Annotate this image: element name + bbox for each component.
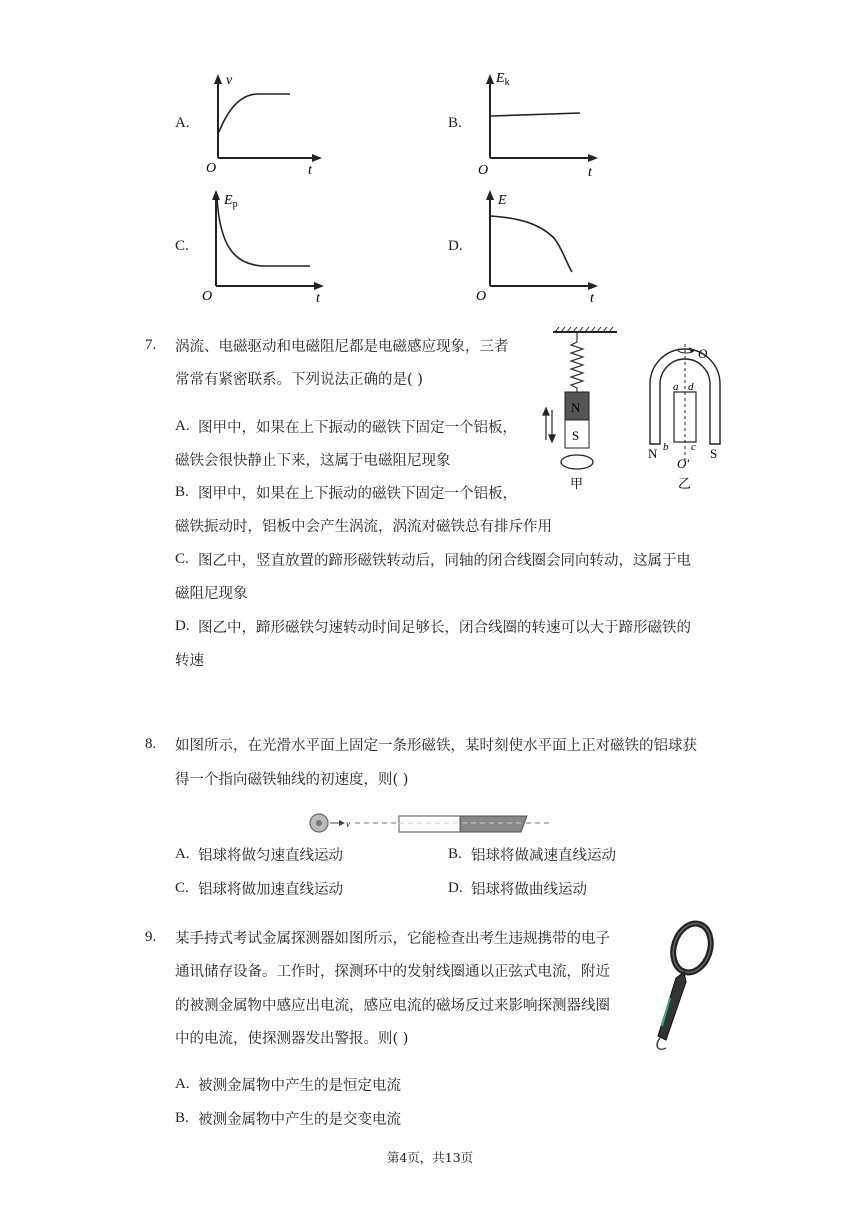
graph-c (198, 186, 333, 304)
svg-text:S: S (710, 446, 718, 461)
q7-option-c-letter[interactable]: C. (175, 551, 189, 567)
option-c-letter: C. (175, 238, 189, 254)
v-curve (219, 94, 290, 132)
q7-option-b-letter[interactable]: B. (175, 484, 189, 500)
page-footer: 第4页，共13页 (386, 1150, 474, 1165)
svg-text:S: S (572, 428, 580, 443)
x-label: t (308, 163, 312, 178)
option-d-letter: D. (448, 238, 463, 254)
graph-a (198, 70, 328, 182)
x-arrow (312, 154, 322, 162)
figure-q8 (305, 806, 560, 840)
spring (571, 332, 583, 392)
option-a-letter: A. (175, 115, 190, 131)
q8-option-a-letter[interactable]: A. (175, 846, 190, 862)
q7-option-a-line1: 图甲中，如果在上下振动的磁铁下固定一个铝板， (198, 420, 517, 436)
y-label: $E_p$ (224, 193, 238, 210)
graph-b (470, 70, 605, 182)
ek-line (491, 113, 580, 116)
q9-stem-line3: 的被测金属物中感应出电流，感应电流的磁场反过来影响探测器线圈 (175, 998, 610, 1014)
e-curve (491, 216, 572, 272)
q7-option-d-line2: 转速 (175, 653, 204, 669)
figure-jia (535, 326, 635, 496)
ep-curve (217, 198, 310, 266)
q7-option-c-line2: 磁阻尼现象 (175, 586, 248, 602)
svg-text:a: a (673, 381, 679, 393)
q8-option-c: 铝球将做加速直线运动 (198, 882, 343, 898)
detector-handle (658, 972, 686, 1040)
svg-text:c: c (691, 441, 696, 453)
question-9-number: 9. (145, 929, 157, 945)
metal-detector-image (640, 918, 725, 1060)
q9-option-a: 被测金属物中产生的是恒定电流 (198, 1078, 401, 1094)
q7-option-b-line2: 磁铁振动时，铝板中会产生涡流，涡流对磁铁总有排斥作用 (175, 519, 552, 535)
q8-stem-line2: 得一个指向磁铁轴线的初速度，则( ) (175, 772, 409, 788)
svg-text:N: N (648, 446, 658, 461)
y-arrow (214, 74, 222, 84)
q7-stem-line2: 常常有紧密联系。下列说法正确的是( ) (175, 372, 423, 388)
bar-magnet-dark (460, 816, 527, 832)
q9-stem-line4: 中的电流，使探测器发出警报。则( ) (175, 1031, 409, 1047)
svg-text:O: O (476, 289, 487, 304)
q8-option-b: 铝球将做减速直线运动 (471, 848, 616, 864)
q8-option-d-letter[interactable]: D. (448, 880, 463, 896)
svg-text:甲: 甲 (570, 476, 584, 491)
svg-text:v: v (346, 819, 350, 829)
svg-text:b: b (663, 441, 669, 453)
q8-option-b-letter[interactable]: B. (448, 846, 462, 862)
q7-stem-line1: 涡流、电磁驱动和电磁阻尼都是电磁感应现象，三者 (175, 339, 509, 355)
q7-option-d-line1: 图乙中，蹄形磁铁匀速转动时间足够长，闭合线圈的转速可以大于蹄形磁铁的 (198, 620, 691, 636)
svg-text:O: O (698, 346, 708, 361)
q7-option-a-letter[interactable]: A. (175, 418, 190, 434)
svg-text:t: t (590, 291, 594, 304)
q9-stem-line2: 通讯储存设备。工作时，探测环中的发射线圈通以正弦式电流，附近 (175, 964, 610, 980)
q9-option-a-letter[interactable]: A. (175, 1076, 190, 1092)
q8-stem-line1: 如图所示，在光滑水平面上固定一条形磁铁，某时刻使水平面上正对磁铁的铝球获 (175, 738, 697, 754)
origin-label: O (206, 161, 217, 176)
option-b-letter: B. (448, 115, 462, 131)
bar-magnet-white (399, 816, 460, 832)
q7-option-c-line1: 图乙中，竖直放置的蹄形磁铁转动后，同轴的闭合线圈会同向转动，这属于电 (198, 553, 691, 569)
svg-text:乙: 乙 (678, 476, 692, 490)
svg-text:E: E (498, 193, 507, 208)
y-label: v (226, 73, 233, 88)
q8-option-d: 铝球将做曲线运动 (471, 882, 587, 898)
q9-option-b: 被测金属物中产生的是交变电流 (198, 1112, 401, 1128)
svg-text:t: t (588, 165, 592, 180)
svg-text:N: N (571, 400, 581, 415)
q7-option-a-line2: 磁铁会很快静止下来，这属于电磁阻尼现象 (175, 453, 451, 469)
svg-text:d: d (688, 381, 694, 393)
y-label: $E_k$ (496, 71, 510, 88)
q9-stem-line1: 某手持式考试金属探测器如图所示，它能检查出考生违规携带的电子 (175, 931, 610, 947)
detector-ring (667, 919, 717, 978)
aluminum-ring (561, 455, 593, 469)
figure-yi (640, 340, 730, 490)
svg-text:O: O (478, 163, 489, 178)
question-7-number: 7. (145, 337, 157, 353)
svg-text:t: t (316, 291, 320, 304)
q7-option-b-line1: 图甲中，如果在上下振动的磁铁下固定一个铝板， (198, 486, 517, 502)
q9-option-b-letter[interactable]: B. (175, 1110, 189, 1126)
q8-option-c-letter[interactable]: C. (175, 880, 189, 896)
svg-text:O: O (202, 289, 213, 304)
oscillation-arrows (543, 408, 555, 442)
question-8-number: 8. (145, 736, 157, 752)
svg-text:O′: O′ (677, 456, 690, 471)
q8-option-a: 铝球将做匀速直线运动 (198, 848, 343, 864)
q7-option-d-letter[interactable]: D. (175, 618, 190, 634)
graph-d (470, 186, 605, 304)
